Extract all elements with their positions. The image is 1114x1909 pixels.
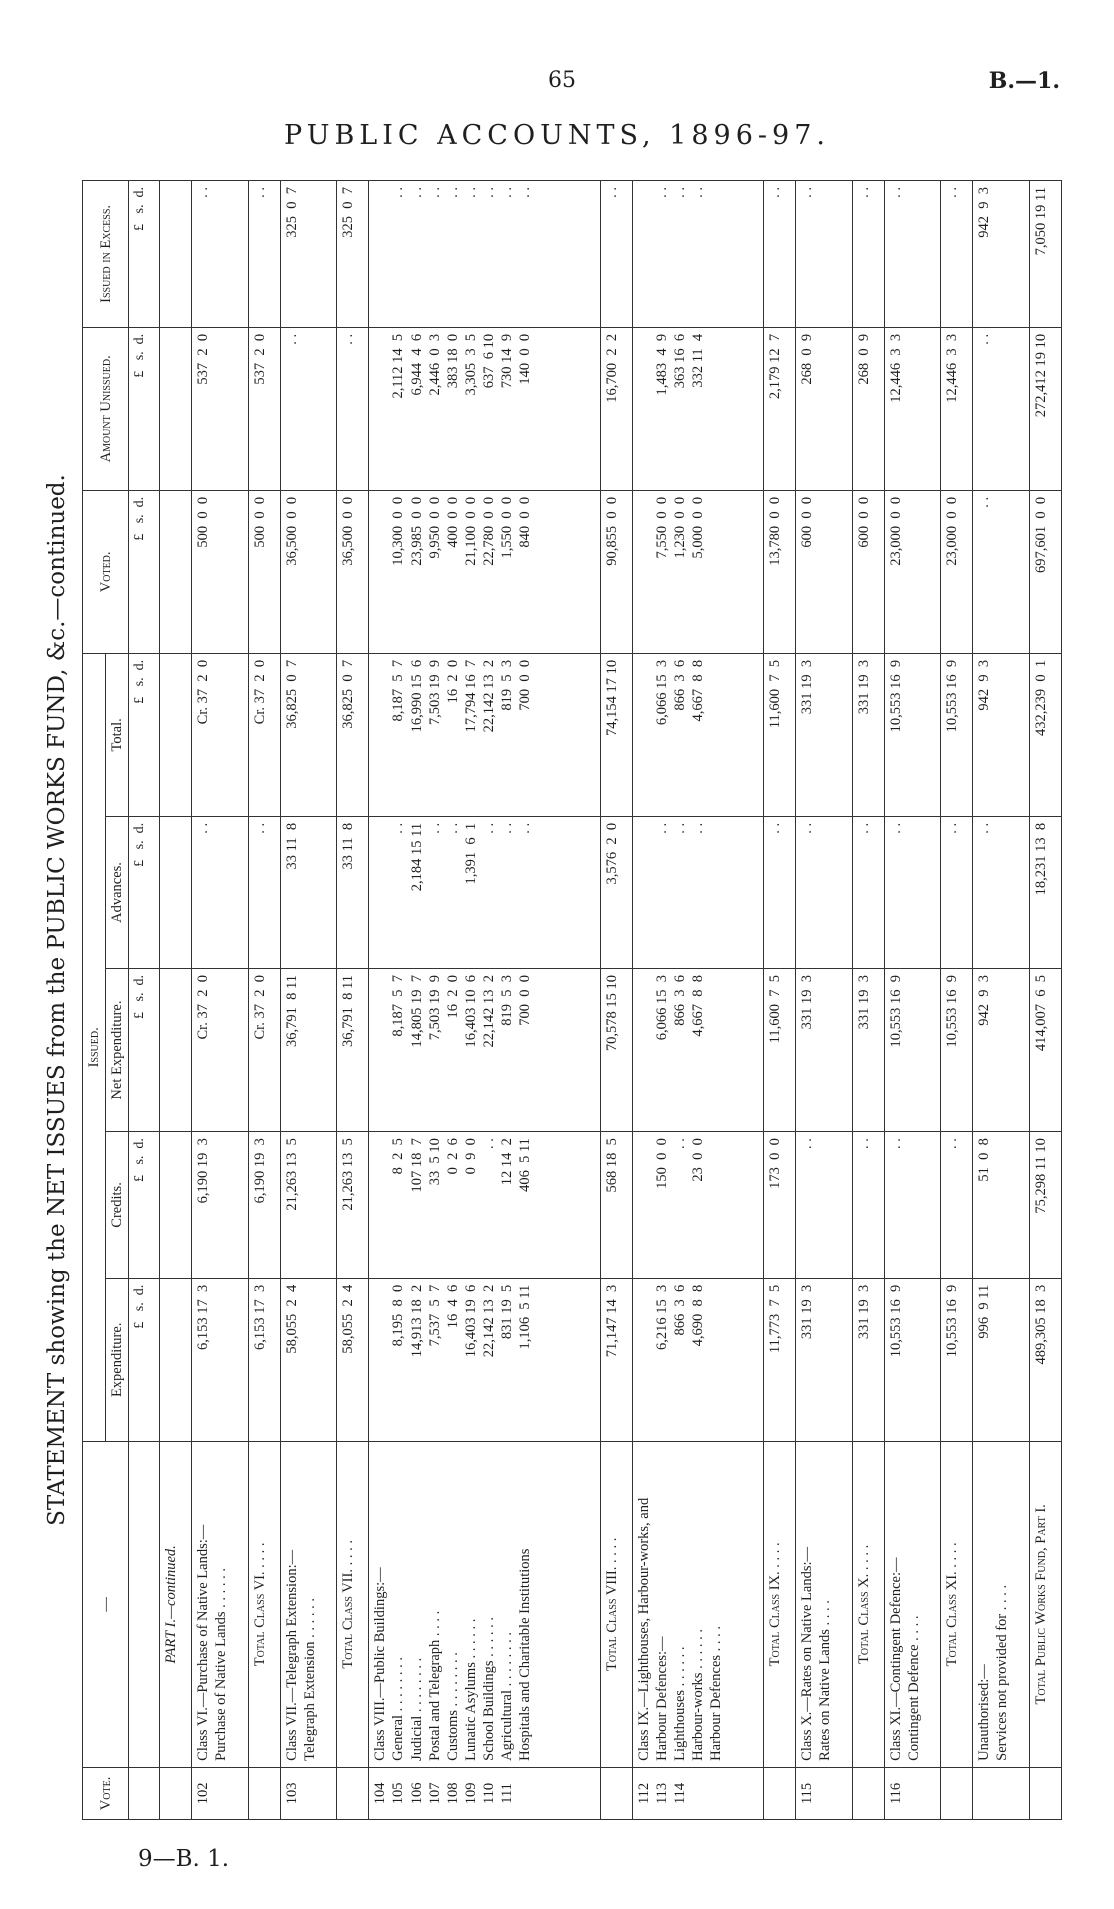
table-row bbox=[884, 181, 941, 1820]
units-label: £ s. d. bbox=[129, 1132, 160, 1279]
page-title: PUBLIC ACCOUNTS, 1896-97. bbox=[284, 120, 830, 151]
advances-cell bbox=[160, 816, 192, 968]
vote-cell: 116 bbox=[884, 1767, 941, 1819]
total-cell: 11,600 7 5 bbox=[764, 653, 796, 816]
units-label: £ s. d. bbox=[129, 181, 160, 328]
col-issued: Issued. bbox=[83, 653, 106, 1441]
unissued-cell: . . bbox=[337, 327, 369, 490]
voted-cell: 36,500 0 0 bbox=[337, 490, 369, 653]
unissued-cell: 268 0 9 bbox=[852, 327, 884, 490]
net-expenditure-cell: 36,791 8 11 bbox=[337, 969, 369, 1132]
excess-cell: . . . . . . bbox=[632, 181, 764, 328]
credits-cell: . . bbox=[796, 1132, 853, 1279]
table-row bbox=[280, 181, 337, 1820]
col-vote: Vote. bbox=[83, 1767, 129, 1819]
unissued-cell: 1,483 4 9 363 16 6 332 11 4 bbox=[632, 327, 764, 490]
expenditure-cell: 6,216 15 3 866 3 6 4,690 8 8 bbox=[632, 1278, 764, 1441]
description-cell: Total Class IX. . . . . bbox=[764, 1441, 796, 1767]
vote-cell: 104 105 106 107 108 109 110 111 bbox=[369, 1767, 600, 1819]
table-row bbox=[632, 181, 764, 1820]
description-cell: PART I.—continued. bbox=[160, 1441, 192, 1767]
units-label: £ s. d. bbox=[129, 490, 160, 653]
credits-cell: 6,190 19 3 bbox=[192, 1132, 249, 1279]
excess-cell: . . bbox=[600, 181, 632, 328]
advances-cell: 33 11 8 bbox=[337, 816, 369, 968]
rotated-statement bbox=[44, 180, 1062, 1820]
excess-cell: . . . . . . . . . . . . . . . . bbox=[369, 181, 600, 328]
credits-cell: 6,190 19 3 bbox=[248, 1132, 280, 1279]
unissued-cell bbox=[160, 327, 192, 490]
col-credits: Credits. bbox=[106, 1132, 129, 1279]
credits-cell: . . bbox=[852, 1132, 884, 1279]
voted-cell: 500 0 0 bbox=[192, 490, 249, 653]
unissued-cell: . . bbox=[280, 327, 337, 490]
total-row bbox=[337, 181, 369, 1820]
description-cell: Class VII.—Telegraph Extension:— Telegraph Extension . . . . . . bbox=[280, 1441, 337, 1767]
advances-cell: . . bbox=[796, 816, 853, 968]
advances-cell: . . bbox=[884, 816, 941, 968]
total-cell: 10,553 16 9 bbox=[941, 653, 973, 816]
total-row bbox=[248, 181, 280, 1820]
table-row bbox=[369, 181, 600, 1820]
vote-cell bbox=[852, 1767, 884, 1819]
net-expenditure-cell: 70,578 15 10 bbox=[600, 969, 632, 1132]
total-cell: 331 19 3 bbox=[852, 653, 884, 816]
units-blank-desc bbox=[129, 1441, 160, 1767]
total-cell: 942 9 3 bbox=[973, 653, 1030, 816]
excess-cell: . . bbox=[852, 181, 884, 328]
credits-cell: 173 0 0 bbox=[764, 1132, 796, 1279]
total-cell: 432,239 0 1 bbox=[1030, 653, 1062, 816]
expenditure-cell: 331 19 3 bbox=[852, 1278, 884, 1441]
voted-cell: 500 0 0 bbox=[248, 490, 280, 653]
net-expenditure-cell: 11,600 7 5 bbox=[764, 969, 796, 1132]
net-expenditure-cell: Cr. 37 2 0 bbox=[192, 969, 249, 1132]
total-cell: 74,154 17 10 bbox=[600, 653, 632, 816]
voted-cell: 23,000 0 0 bbox=[941, 490, 973, 653]
units-label: £ s. d. bbox=[129, 969, 160, 1132]
description-cell: Class IX.—Lighthouses, Harbour-works, and Harbour Defences:— Lighthouses . . . . . . Harbour-works . . . . . . Harbour Defences . . . . bbox=[632, 1441, 764, 1767]
credits-cell: 8 2 5 107 18 7 33 5 10 0 2 6 0 9 0 . . 12 14 2 406 5 11 bbox=[369, 1132, 600, 1279]
col-net-expenditure: Net Expenditure. bbox=[106, 969, 129, 1132]
unissued-cell: 537 2 0 bbox=[248, 327, 280, 490]
description-cell: Total Public Works Fund, Part I. bbox=[1030, 1441, 1062, 1767]
total-row bbox=[764, 181, 796, 1820]
credits-cell: . . bbox=[941, 1132, 973, 1279]
total-row bbox=[852, 181, 884, 1820]
table-row bbox=[973, 181, 1030, 1820]
vote-cell bbox=[337, 1767, 369, 1819]
advances-cell: . . bbox=[192, 816, 249, 968]
description-cell: Total Class VII. . . . . bbox=[337, 1441, 369, 1767]
vote-cell bbox=[160, 1767, 192, 1819]
expenditure-cell: 58,055 2 4 bbox=[337, 1278, 369, 1441]
expenditure-cell: 10,553 16 9 bbox=[941, 1278, 973, 1441]
credits-cell: 51 0 8 bbox=[973, 1132, 1030, 1279]
description-cell: Total Class XI. . . . . bbox=[941, 1441, 973, 1767]
total-cell: 6,066 15 3 866 3 6 4,667 8 8 bbox=[632, 653, 764, 816]
total-cell: 36,825 0 7 bbox=[337, 653, 369, 816]
advances-cell: . . bbox=[248, 816, 280, 968]
vote-cell: 112 113 114 bbox=[632, 1767, 764, 1819]
net-expenditure-cell bbox=[160, 969, 192, 1132]
units-row bbox=[129, 181, 160, 1820]
unissued-cell: 12,446 3 3 bbox=[941, 327, 973, 490]
vote-cell bbox=[764, 1767, 796, 1819]
net-expenditure-cell: 10,553 16 9 bbox=[884, 969, 941, 1132]
credits-cell: . . bbox=[884, 1132, 941, 1279]
voted-cell: 600 0 0 bbox=[852, 490, 884, 653]
col-expenditure: Expenditure. bbox=[106, 1278, 129, 1441]
net-issues-table bbox=[82, 180, 1062, 1820]
excess-cell: . . bbox=[884, 181, 941, 328]
voted-cell: 600 0 0 bbox=[796, 490, 853, 653]
vote-cell: 103 bbox=[280, 1767, 337, 1819]
expenditure-cell: 996 9 11 bbox=[973, 1278, 1030, 1441]
expenditure-cell: 489,305 18 3 bbox=[1030, 1278, 1062, 1441]
vote-cell: 115 bbox=[796, 1767, 853, 1819]
description-cell: Unauthorised:— Services not provided for . . . . bbox=[973, 1441, 1030, 1767]
voted-cell bbox=[160, 490, 192, 653]
unissued-cell: 2,112 14 5 6,944 4 6 2,446 0 3 383 18 0 3,305 3 5 637 6 10 730 14 9 140 0 0 bbox=[369, 327, 600, 490]
unissued-cell: 272,412 19 10 bbox=[1030, 327, 1062, 490]
voted-cell: . . bbox=[973, 490, 1030, 653]
credits-cell bbox=[160, 1132, 192, 1279]
table-row bbox=[160, 181, 192, 1820]
credits-cell: 21,263 13 5 bbox=[337, 1132, 369, 1279]
voted-cell: 23,000 0 0 bbox=[884, 490, 941, 653]
description-cell: Total Class VIII. . . . . bbox=[600, 1441, 632, 1767]
total-row bbox=[1030, 181, 1062, 1820]
units-blank-vote bbox=[129, 1767, 160, 1819]
excess-cell: . . bbox=[796, 181, 853, 328]
advances-cell: . . bbox=[764, 816, 796, 968]
excess-cell: 7,050 19 11 bbox=[1030, 181, 1062, 328]
col-total: Total. bbox=[106, 653, 129, 816]
page-footer: 9—B. 1. bbox=[138, 1846, 230, 1872]
expenditure-cell: 6,153 17 3 bbox=[248, 1278, 280, 1441]
vote-cell bbox=[1030, 1767, 1062, 1819]
net-expenditure-cell: 331 19 3 bbox=[796, 969, 853, 1132]
credits-cell: 75,298 11 10 bbox=[1030, 1132, 1062, 1279]
excess-cell bbox=[160, 181, 192, 328]
expenditure-cell: 71,147 14 3 bbox=[600, 1278, 632, 1441]
description-cell: Class X.—Rates on Native Lands:— Rates on Native Lands . . . . bbox=[796, 1441, 853, 1767]
expenditure-cell bbox=[160, 1278, 192, 1441]
advances-cell: . . bbox=[973, 816, 1030, 968]
expenditure-cell: 10,553 16 9 bbox=[884, 1278, 941, 1441]
advances-cell: . . bbox=[852, 816, 884, 968]
col-voted: Voted. bbox=[83, 490, 129, 653]
net-expenditure-cell: 6,066 15 3 866 3 6 4,667 8 8 bbox=[632, 969, 764, 1132]
voted-cell: 10,300 0 0 23,985 0 0 9,950 0 0 400 0 0 21,100 0 0 22,780 0 0 1,550 0 0 840 0 0 bbox=[369, 490, 600, 653]
net-expenditure-cell: 36,791 8 11 bbox=[280, 969, 337, 1132]
description-cell: Class VIII.—Public Buildings:— General . . . . . . . . Judicial . . . . . . . . Postal and Telegraph . . . . Customs . . . . . . . . Lunatic Asylums . . . . . . School Buildings . . . . . . Agricultural . . . . . . . . Hospitals and Charitable Institutions bbox=[369, 1441, 600, 1767]
credits-cell: 568 18 5 bbox=[600, 1132, 632, 1279]
units-label: £ s. d. bbox=[129, 1278, 160, 1441]
credits-cell: 150 0 0 . . 23 0 0 bbox=[632, 1132, 764, 1279]
col-advances: Advances. bbox=[106, 816, 129, 968]
vote-cell bbox=[248, 1767, 280, 1819]
table-row bbox=[796, 181, 853, 1820]
units-label: £ s. d. bbox=[129, 816, 160, 968]
net-expenditure-cell: 10,553 16 9 bbox=[941, 969, 973, 1132]
description-cell: Total Class X. . . . . bbox=[852, 1441, 884, 1767]
unissued-cell: . . bbox=[973, 327, 1030, 490]
vote-cell bbox=[973, 1767, 1030, 1819]
total-row bbox=[941, 181, 973, 1820]
expenditure-cell: 58,055 2 4 bbox=[280, 1278, 337, 1441]
advances-cell: 18,231 13 8 bbox=[1030, 816, 1062, 968]
advances-cell: . . 2,184 15 11 . . . . 1,391 6 1 . . . . . . bbox=[369, 816, 600, 968]
net-expenditure-cell: 414,007 6 5 bbox=[1030, 969, 1062, 1132]
col-issued-in-excess: Issued in Excess. bbox=[83, 181, 129, 328]
excess-cell: . . bbox=[764, 181, 796, 328]
total-row bbox=[600, 181, 632, 1820]
net-expenditure-cell: Cr. 37 2 0 bbox=[248, 969, 280, 1132]
description-cell: Total Class VI. . . . . bbox=[248, 1441, 280, 1767]
col-amount-unissued: Amount Unissued. bbox=[83, 327, 129, 490]
excess-cell: 325 0 7 bbox=[337, 181, 369, 328]
unissued-cell: 537 2 0 bbox=[192, 327, 249, 490]
vote-cell: 102 bbox=[192, 1767, 249, 1819]
expenditure-cell: 11,773 7 5 bbox=[764, 1278, 796, 1441]
total-cell: 36,825 0 7 bbox=[280, 653, 337, 816]
expenditure-cell: 8,195 8 0 14,913 18 2 7,537 5 7 16 4 6 16,403 19 6 22,142 13 2 831 19 5 1,106 5 11 bbox=[369, 1278, 600, 1441]
units-label: £ s. d. bbox=[129, 653, 160, 816]
unissued-cell: 2,179 12 7 bbox=[764, 327, 796, 490]
col-description: — bbox=[83, 1441, 129, 1767]
total-cell: 10,553 16 9 bbox=[884, 653, 941, 816]
vote-cell bbox=[600, 1767, 632, 1819]
unissued-cell: 12,446 3 3 bbox=[884, 327, 941, 490]
advances-cell: . . bbox=[941, 816, 973, 968]
page-number: 65 bbox=[548, 68, 576, 93]
expenditure-cell: 331 19 3 bbox=[796, 1278, 853, 1441]
unissued-cell: 16,700 2 2 bbox=[600, 327, 632, 490]
vote-cell bbox=[941, 1767, 973, 1819]
voted-cell: 7,550 0 0 1,230 0 0 5,000 0 0 bbox=[632, 490, 764, 653]
units-label: £ s. d. bbox=[129, 327, 160, 490]
advances-cell: . . . . . . bbox=[632, 816, 764, 968]
description-cell: Class VI.—Purchase of Native Lands:— Purchase of Native Lands . . . . . . bbox=[192, 1441, 249, 1767]
advances-cell: 3,576 2 0 bbox=[600, 816, 632, 968]
voted-cell: 36,500 0 0 bbox=[280, 490, 337, 653]
voted-cell: 697,601 0 0 bbox=[1030, 490, 1062, 653]
total-cell bbox=[160, 653, 192, 816]
excess-cell: 325 0 7 bbox=[280, 181, 337, 328]
table-row bbox=[192, 181, 249, 1820]
total-cell: 8,187 5 7 16,990 15 6 7,503 19 9 16 2 0 17,794 16 7 22,142 13 2 819 5 3 700 0 0 bbox=[369, 653, 600, 816]
net-expenditure-cell: 331 19 3 bbox=[852, 969, 884, 1132]
total-cell: Cr. 37 2 0 bbox=[192, 653, 249, 816]
unissued-cell: 268 0 9 bbox=[796, 327, 853, 490]
table-body bbox=[129, 181, 1062, 1820]
voted-cell: 90,855 0 0 bbox=[600, 490, 632, 653]
excess-cell: . . bbox=[941, 181, 973, 328]
advances-cell: 33 11 8 bbox=[280, 816, 337, 968]
net-expenditure-cell: 942 9 3 bbox=[973, 969, 1030, 1132]
excess-cell: 942 9 3 bbox=[973, 181, 1030, 328]
total-cell: Cr. 37 2 0 bbox=[248, 653, 280, 816]
net-expenditure-cell: 8,187 5 7 14,805 19 7 7,503 19 9 16 2 0 16,403 10 6 22,142 13 2 819 5 3 700 0 0 bbox=[369, 969, 600, 1132]
voted-cell: 13,780 0 0 bbox=[764, 490, 796, 653]
credits-cell: 21,263 13 5 bbox=[280, 1132, 337, 1279]
statement-heading: STATEMENT showing the NET ISSUES from the PUBLIC WORKS FUND, &c.—continued. bbox=[44, 474, 70, 1526]
excess-cell: . . bbox=[192, 181, 249, 328]
excess-cell: . . bbox=[248, 181, 280, 328]
total-cell: 331 19 3 bbox=[796, 653, 853, 816]
description-cell: Class XI.—Contingent Defence:— Contingent Defence . . . . bbox=[884, 1441, 941, 1767]
expenditure-cell: 6,153 17 3 bbox=[192, 1278, 249, 1441]
document-code: B.—1. bbox=[988, 68, 1060, 94]
